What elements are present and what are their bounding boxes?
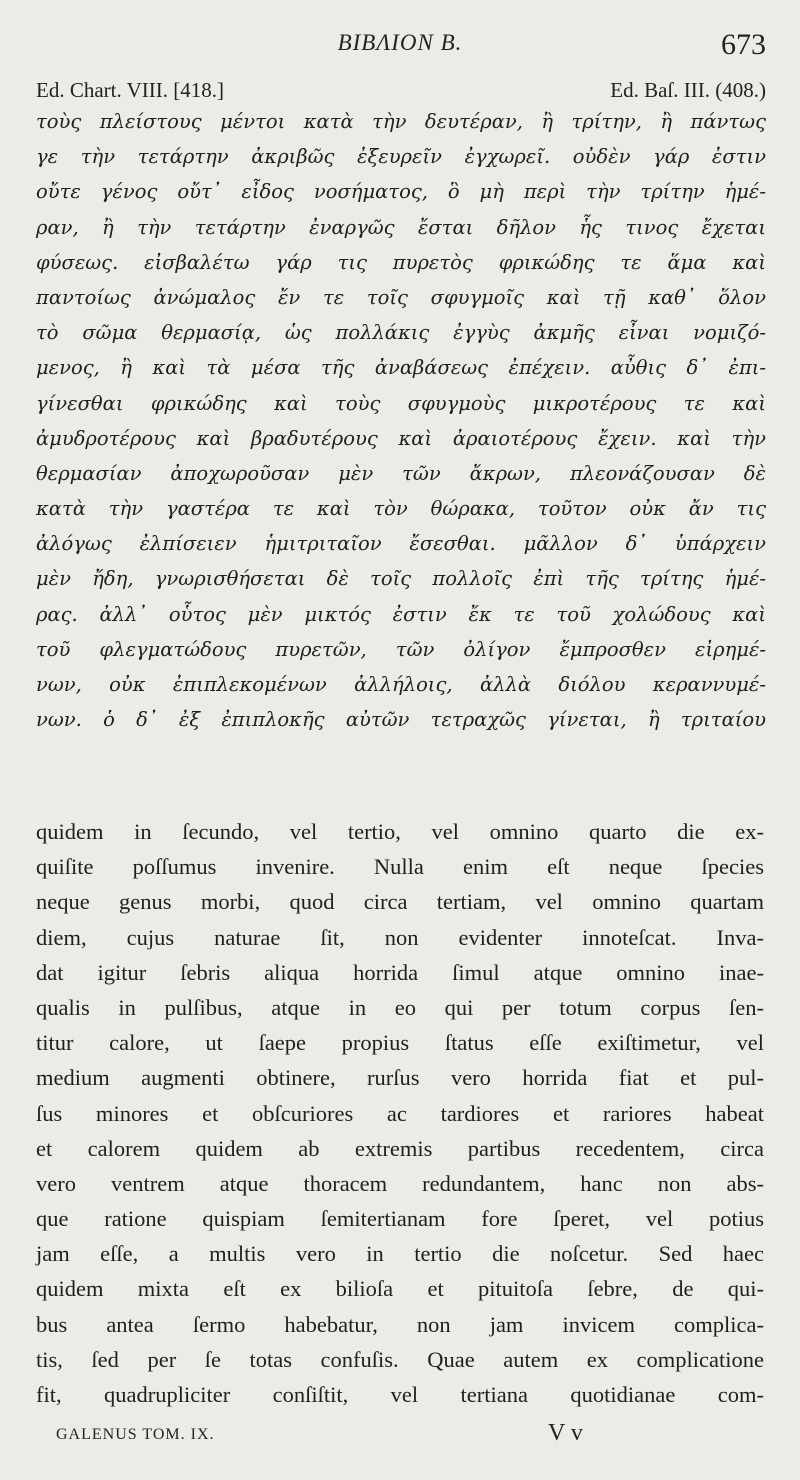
greek-text-line: τοῦ φλεγματώδους πυρετῶν, τῶν ὀλίγον ἔμπροσθεν εἰρημέ- xyxy=(36,637,766,661)
greek-text-line: ραν, ἢ τὴν τετάρτην ἐναργῶς ἔσται δῆλον ἧς τινος ἔχεται xyxy=(36,215,766,239)
running-title: ΒΙΒΛΙΟΝ Β. xyxy=(337,30,463,55)
latin-text-line: quidem mixta eſt ex bilioſa et pituitoſa ſebre, de qui- xyxy=(36,1276,764,1302)
greek-text-line: μὲν ἤδη, γνωρισθήσεται δὲ τοῖς πολλοῖς ἐπὶ τῆς τρίτης ἡμέ- xyxy=(36,567,766,591)
greek-text-line: θερμασίαν ἀποχωροῦσαν μὲν τῶν ἄκρων, πλεονάζουσαν δὲ xyxy=(36,461,766,485)
latin-text-line: bus antea ſermo habebatur, non jam invicem complica- xyxy=(36,1311,764,1337)
greek-text-line: κατὰ τὴν γαστέρα τε καὶ τὸν θώρακα, τοῦτον οὐκ ἄν τις xyxy=(36,497,766,521)
latin-text-line: vero ventrem atque thoracem redundantem, hanc non abs- xyxy=(36,1170,764,1196)
latin-text-line: ſus minores et obſcuriores ac tardiores et rariores habeat xyxy=(36,1100,764,1126)
greek-text-line: νων. ὁ δ᾽ ἐξ ἐπιπλοκῆς αὐτῶν τετραχῶς γίνεται, ἢ τριταίου xyxy=(36,708,766,732)
latin-text-line: dat igitur ſebris aliqua horrida ſimul atque omnino inae- xyxy=(36,959,764,985)
greek-text-block xyxy=(36,104,766,737)
latin-text-line: et calorem quidem ab extremis partibus recedentem, circa xyxy=(36,1135,764,1161)
greek-text-line: τοὺς πλείστους μέντοι κατὰ τὴν δευτέραν, ἢ τρίτην, ἢ πάντως xyxy=(36,110,766,133)
greek-text-line: μενος, ἢ καὶ τὰ μέσα τῆς ἀναβάσεως ἐπέχειν. αὖθις δ᾽ ἐπι- xyxy=(36,356,766,380)
latin-text-line: qualis in pulſibus, atque in eo qui per totum corpus ſen- xyxy=(36,994,764,1020)
footer-signature: GALENUS TOM. IX. xyxy=(56,1426,215,1443)
edition-reference-basel: Ed. Baſ. III. (408.) xyxy=(610,78,766,102)
greek-text-line: νων, οὐκ ἐπιπλεκομένων ἀλλήλοις, ἀλλὰ διόλου κεραννυμέ- xyxy=(36,673,766,696)
latin-text-line: diem, cujus naturae ſit, non evidenter innoteſcat. Inva- xyxy=(36,924,764,950)
latin-text-line: medium augmenti obtinere, rurſus vero horrida fiat et pul- xyxy=(36,1065,764,1091)
greek-text-line: ἀμυδροτέρους καὶ βραδυτέρους καὶ ἀραιοτέρους ἔχειν. καὶ τὴν xyxy=(36,426,766,450)
latin-text-line: tis, ſed per ſe totas confuſis. Quae autem ex complicatione xyxy=(36,1346,764,1372)
greek-text-line: φύσεως. εἰσβαλέτω γάρ τις πυρετὸς φρικώδης τε ἅμα καὶ xyxy=(36,250,766,274)
latin-text-line: fit, quadrupliciter conſiſtit, vel tertiana quotidianae com- xyxy=(36,1382,764,1407)
greek-text-line: γε τὴν τετάρτην ἀκριβῶς ἐξευρεῖν ἐγχωρεῖ. οὐδὲν γάρ ἐστιν xyxy=(36,145,766,169)
footer-gathering-mark: V v xyxy=(548,1420,583,1446)
edition-reference-chartier: Ed. Chart. VIII. [418.] xyxy=(36,78,224,102)
page-number: 673 xyxy=(721,28,766,61)
greek-text-line: ἀλόγως ἐλπίσειεν ἡμιτριταῖον ἔσεσθαι. μᾶλλον δ᾽ ὑπάρχειν xyxy=(36,532,766,556)
greek-text-line: οὔτε γένος οὔτ᾽ εἶδος νοσήματος, ὃ μὴ περὶ τὴν τρίτην ἡμέ- xyxy=(36,180,766,204)
latin-text-line: neque genus morbi, quod circa tertiam, vel omnino quartam xyxy=(36,889,764,915)
latin-text-line: que ratione quispiam ſemitertianam fore ſperet, vel potius xyxy=(36,1206,764,1232)
greek-text-line: ρας. ἀλλ᾽ οὗτος μὲν μικτός ἐστιν ἔκ τε τοῦ χολώδους καὶ xyxy=(36,602,766,626)
latin-text-line: titur calore, ut ſaepe propius ſtatus eſſe exiſtimetur, vel xyxy=(36,1030,764,1056)
greek-text-line: γίνεσθαι φρικώδης καὶ τοὺς σφυγμοὺς μικροτέρους τε καὶ xyxy=(36,391,766,415)
latin-text-line: quidem in ſecundo, vel tertio, vel omnino quarto die ex- xyxy=(36,819,764,844)
greek-text-line: τὸ σῶμα θερμασίᾳ, ὡς πολλάκις ἐγγὺς ἀκμῆς εἶναι νομιζό- xyxy=(36,321,766,345)
latin-text-line: jam eſſe, a multis vero in tertio die noſcetur. Sed haec xyxy=(36,1241,764,1267)
latin-text-block xyxy=(36,814,764,1412)
greek-text-line: παντοίως ἀνώμαλος ἔν τε τοῖς σφυγμοῖς καὶ τῇ καθ᾽ ὅλον xyxy=(36,285,766,309)
latin-text-line: quiſite poſſumus invenire. Nulla enim eſt neque ſpecies xyxy=(36,854,764,880)
